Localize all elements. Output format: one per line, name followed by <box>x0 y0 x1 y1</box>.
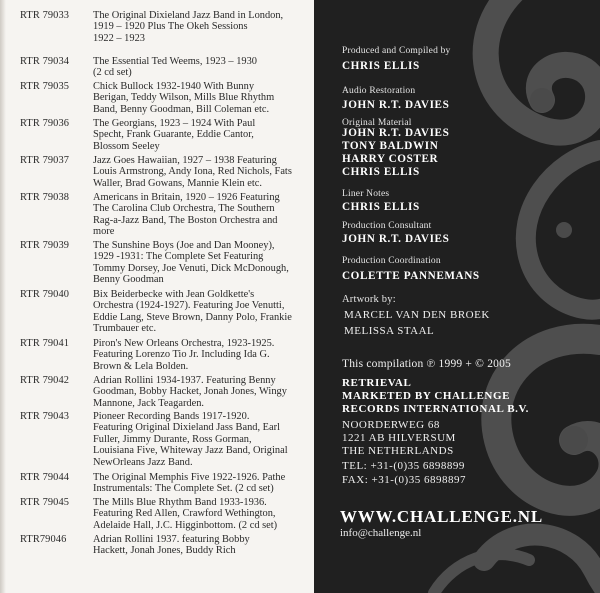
description-line: 1922 – 1923 <box>93 32 145 44</box>
fax-line: FAX: +31-(0)35 6898897 <box>342 474 466 486</box>
artwork-name: MELISSA STAAL <box>344 325 435 337</box>
consultant-label: Production Consultant <box>342 221 432 231</box>
website-link[interactable]: WWW.CHALLENGE.NL <box>340 507 543 526</box>
description-line: Adelaide Hall, J.C. Higginbottom. (2 cd set) <box>93 519 278 531</box>
description-line: The Carolina Club Orchestra, The Southern <box>93 203 275 215</box>
description-line: Blossom Seeley <box>93 140 160 152</box>
description-line: The Mills Blue Rhythm Band 1933-1936. <box>93 497 267 508</box>
description-line: Tommy Dorsey, Joe Venuti, Dick McDonough, <box>93 262 289 274</box>
description-line: Band, Benny Goodman, Bill Coleman etc. <box>93 103 270 115</box>
catalogue-code: RTR 79045 <box>20 497 70 508</box>
description-line: Adrian Rollini 1934-1937. Featuring Benny <box>93 375 276 386</box>
catalogue-description <box>93 472 307 495</box>
artwork-label: Artwork by: <box>342 294 396 305</box>
description-line: The Sunshine Boys (Joe and Dan Mooney), <box>93 240 275 251</box>
description-line: Brown & Lela Bolden. <box>93 360 189 372</box>
catalogue-description <box>93 411 307 468</box>
produced-name: CHRIS ELLIS <box>342 60 420 72</box>
catalogue-code: RTR 79037 <box>20 155 70 166</box>
description-line: Waller, Brad Gowans, Mannie Klein etc. <box>93 177 262 189</box>
catalogue-code: RTR 79033 <box>20 10 70 21</box>
description-line: Berigan, Teddy Wilson, Mills Blue Rhythm <box>93 92 275 104</box>
catalogue-description <box>93 192 307 238</box>
address-line: NOORDERWEG 68 <box>342 419 440 431</box>
description-line: more <box>93 226 115 238</box>
catalogue-description <box>93 497 307 531</box>
description-line: Louisiana Five, Whiteway Jazz Band, Original <box>93 445 288 457</box>
description-line: NewOrleans Jazz Band. <box>93 456 193 468</box>
catalogue-code: RTR 79038 <box>20 192 70 203</box>
description-line: Featuring Lorenzo Tio Jr. Including Ida G. <box>93 349 270 361</box>
description-line: Trumbauer etc. <box>93 323 157 335</box>
description-line: Orchestra (1924-1927). Featuring Joe Venutti, <box>93 300 285 312</box>
description-line: Benny Goodman <box>93 274 164 286</box>
catalogue-code: RTR79046 <box>20 534 67 545</box>
material-name: JOHN R.T. DAVIES <box>342 127 450 139</box>
catalogue-code: RTR 79036 <box>20 118 70 129</box>
material-name: CHRIS ELLIS <box>342 166 420 178</box>
description-line: The Georgians, 1923 – 1924 With Paul <box>93 118 256 129</box>
catalogue-code: RTR 79035 <box>20 81 70 92</box>
catalogue-code: RTR 79042 <box>20 375 70 386</box>
description-line: Americans in Britain, 1920 – 1926 Featuring <box>93 192 280 203</box>
catalogue-description <box>93 10 307 44</box>
label-line: RETRIEVAL <box>342 377 412 389</box>
catalogue-description <box>93 118 307 152</box>
description-line: The Essential Ted Weems, 1923 – 1930 <box>93 56 257 67</box>
description-line: Jazz Goes Hawaiian, 1927 – 1938 Featuring <box>93 155 277 166</box>
produced-label: Produced and Compiled by <box>342 46 451 56</box>
credits-panel <box>314 0 600 593</box>
artwork-name: MARCEL VAN DEN BROEK <box>344 309 490 321</box>
restoration-name: JOHN R.T. DAVIES <box>342 99 450 111</box>
catalogue-description <box>93 155 307 189</box>
catalogue-description <box>93 240 307 286</box>
description-line: Eddie Lang, Steve Brown, Danny Polo, Frankie <box>93 311 292 323</box>
description-line: Mannone, Jack Teagarden. <box>93 397 205 409</box>
description-line: Goodman, Bobby Hacket, Jonah Jones, Wingy <box>93 386 287 398</box>
catalogue-code: RTR 79041 <box>20 338 70 349</box>
material-name: TONY BALDWIN <box>342 140 439 152</box>
material-name: HARRY COSTER <box>342 153 439 165</box>
description-line: Pioneer Recording Bands 1917-1920. <box>93 411 250 422</box>
catalogue-code: RTR 79034 <box>20 56 70 67</box>
description-line: Piron's New Orleans Orchestra, 1923-1925. <box>93 338 275 349</box>
description-line: Bix Beiderbecke with Jean Goldkette's <box>93 289 255 300</box>
catalogue-description <box>93 534 307 557</box>
address-line: THE NETHERLANDS <box>342 445 454 457</box>
description-line: (2 cd set) <box>93 67 132 79</box>
consultant-name: JOHN R.T. DAVIES <box>342 233 450 245</box>
liner-name: CHRIS ELLIS <box>342 201 420 213</box>
address-line: 1221 AB HILVERSUM <box>342 432 456 444</box>
description-line: Featuring Red Allen, Crawford Wethington, <box>93 508 276 520</box>
catalogue-description <box>93 81 307 115</box>
description-line: Hackett, Jonah Jones, Buddy Rich <box>93 545 236 557</box>
catalogue-code: RTR 79043 <box>20 411 70 422</box>
restoration-label: Audio Restoration <box>342 86 416 96</box>
description-line: Fuller, Jimmy Durante, Ross Gorman, <box>93 433 252 445</box>
catalogue-description <box>93 338 307 372</box>
description-line: Featuring Original Dixieland Jass Band, Earl <box>93 422 280 434</box>
catalogue-description <box>93 56 307 79</box>
liner-label: Liner Notes <box>342 189 390 199</box>
description-line: Specht, Frank Guarante, Eddie Cantor, <box>93 129 254 141</box>
catalogue-description <box>93 375 307 409</box>
description-line: 1929 -1931: The Complete Set Featuring <box>93 251 264 263</box>
label-line: MARKETED BY CHALLENGE <box>342 390 511 402</box>
catalogue-code: RTR 79039 <box>20 240 70 251</box>
catalogue-description <box>93 289 307 335</box>
email-link[interactable]: info@challenge.nl <box>340 527 422 539</box>
description-line: Instrumentals: The Complete Set. (2 cd set) <box>93 483 274 495</box>
description-line: 1919 – 1920 Plus The Okeh Sessions <box>93 21 248 33</box>
description-line: Louis Armstrong, Andy Iona, Red Nichols, Fats <box>93 166 292 178</box>
phone-line: TEL: +31-(0)35 6898899 <box>342 460 465 472</box>
catalogue-code: RTR 79044 <box>20 472 70 483</box>
coordination-label: Production Coordination <box>342 256 441 266</box>
description-line: Rag-a-Jazz Band, The Boston Orchestra and <box>93 214 278 226</box>
catalogue-code: RTR 79040 <box>20 289 70 300</box>
material-label: Original Material <box>342 118 412 128</box>
compilation-notice: This compilation ℗ 1999 + © 2005 <box>342 358 511 370</box>
description-line: Adrian Rollini 1937. featuring Bobby <box>93 534 250 545</box>
description-line: The Original Dixieland Jazz Band in London, <box>93 10 284 21</box>
description-line: The Original Memphis Five 1922-1926. Pathe <box>93 472 286 483</box>
description-line: Chick Bullock 1932-1940 With Bunny <box>93 81 255 92</box>
coordination-name: COLETTE PANNEMANS <box>342 270 480 282</box>
label-line: RECORDS INTERNATIONAL B.V. <box>342 403 529 415</box>
